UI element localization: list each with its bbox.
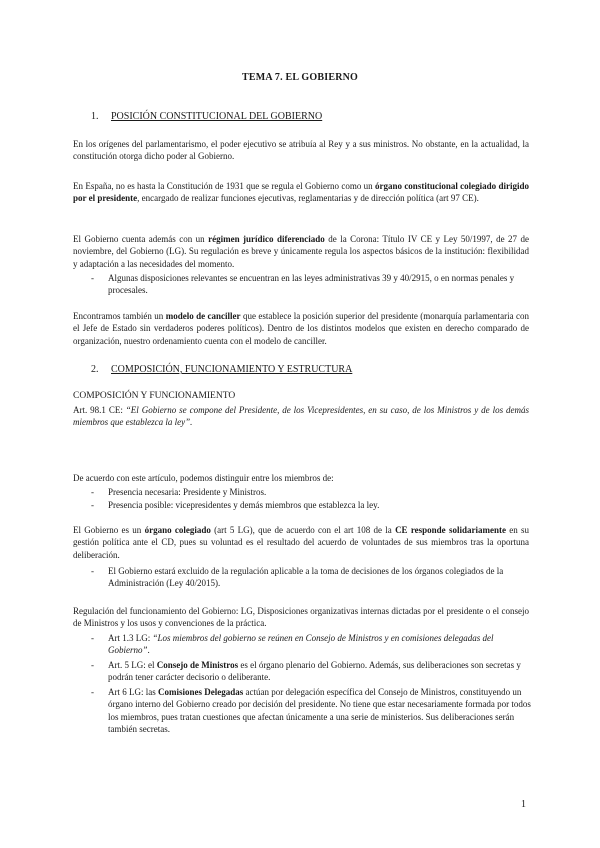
- list-item: - El Gobierno estará excluido de la regulación aplicable a la toma de decisiones de los órganos colegiados de la Administración (Ley 40/2015).: [108, 565, 531, 590]
- paragraph: En España, no es hasta la Constitución de 1931 que se regula el Gobierno como un órgano constitucional colegiado dirigido por el presidente, encargado de realizar funciones ejecutivas, reglamentarias y de dirección política (art 97 CE).: [73, 181, 529, 204]
- paragraph: Regulación del funcionamiento del Gobierno: LG, Disposiciones organizativas internas dictadas por el presidente o el consejo de Ministros y los usos y convenciones de la práctica.: [73, 606, 529, 629]
- paragraph: En los orígenes del parlamentarismo, el poder ejecutivo se atribuía al Rey y a sus ministros. No obstante, en la actualidad, la constitución otorga dicho poder al Gobierno.: [73, 139, 529, 162]
- paragraph: El Gobierno cuenta además con un régimen jurídico diferenciado de la Corona: Título IV CE y Ley 50/1997, de 27 de noviembre, del Gobierno (LG). Su regulación es breve y únicamente regula los aspectos básicos de la institución: flexibilidad y adaptación a las necesidades del momento.: [73, 234, 529, 269]
- list-item: - Art 1.3 LG: “Los miembros del gobierno se reúnen en Consejo de Ministros y en comisiones delegadas del Gobierno”.: [108, 632, 531, 657]
- paragraph: Art. 98.1 CE: “El Gobierno se compone del Presidente, de los Vicepresidentes, en su caso, de los Ministros y de los demás miembros que establezca la ley”.: [73, 405, 530, 428]
- section-number: 1.: [91, 111, 99, 122]
- section-title: POSICIÓN CONSTITUCIONAL DEL GOBIERNO: [111, 111, 323, 122]
- list-item: - Art. 5 LG: el Consejo de Ministros es el órgano plenario del Gobierno. Además, sus deliberaciones son secretas y podrán tener carácter decisorio o deliberante.: [108, 659, 531, 684]
- section-heading-2: [91, 364, 352, 375]
- page-number: 1: [521, 799, 526, 810]
- paragraph: De acuerdo con este artículo, podemos distinguir entre los miembros de:: [73, 473, 334, 483]
- paragraph: El Gobierno es un órgano colegiado (art 5 LG), que de acuerdo con el art 108 de la CE responde solidariamente en su gestión política ante el CD, pues su voluntad es el resultado del acuerdo de voluntades de sus miembros tras la oportuna deliberación.: [73, 525, 529, 560]
- list-item: - Art 6 LG: las Comisiones Delegadas actúan por delegación específica del Consejo de Ministros, constituyendo un órgano interno del Gobierno creado por decisión del presidente. No tiene que estar necesariamente formada por todos los miembros, pues tratan cuestiones que afectan únicamente a una serie de ministerios. Sus deliberaciones serán también secretas.: [108, 686, 531, 736]
- list-item: - Presencia necesaria: Presidente y Ministros.: [108, 486, 531, 498]
- subsection-heading: COMPOSICIÓN Y FUNCIONAMIENTO: [73, 391, 236, 401]
- section-title: COMPOSICIÓN, FUNCIONAMIENTO Y ESTRUCTURA: [111, 364, 353, 375]
- list-item: - Algunas disposiciones relevantes se encuentran en las leyes administrativas 39 y 40/2915, o en normas penales y procesales.: [108, 272, 531, 297]
- list-item: - Presencia posible: vicepresidentes y demás miembros que establezca la ley.: [108, 499, 531, 511]
- document-title: TEMA 7. EL GOBIERNO: [241, 72, 359, 83]
- section-heading-1: [91, 111, 322, 122]
- paragraph: Encontramos también un modelo de canciller que establece la posición superior del presidente (monarquía parlamentaria con el Jefe de Estado sin verdaderos poderes políticos). Dentro de los distintos modelos que existen en derecho comparado de organización, nuestro ordenamiento cuenta con el modelo de canciller.: [73, 311, 530, 346]
- section-number: 2.: [91, 364, 99, 375]
